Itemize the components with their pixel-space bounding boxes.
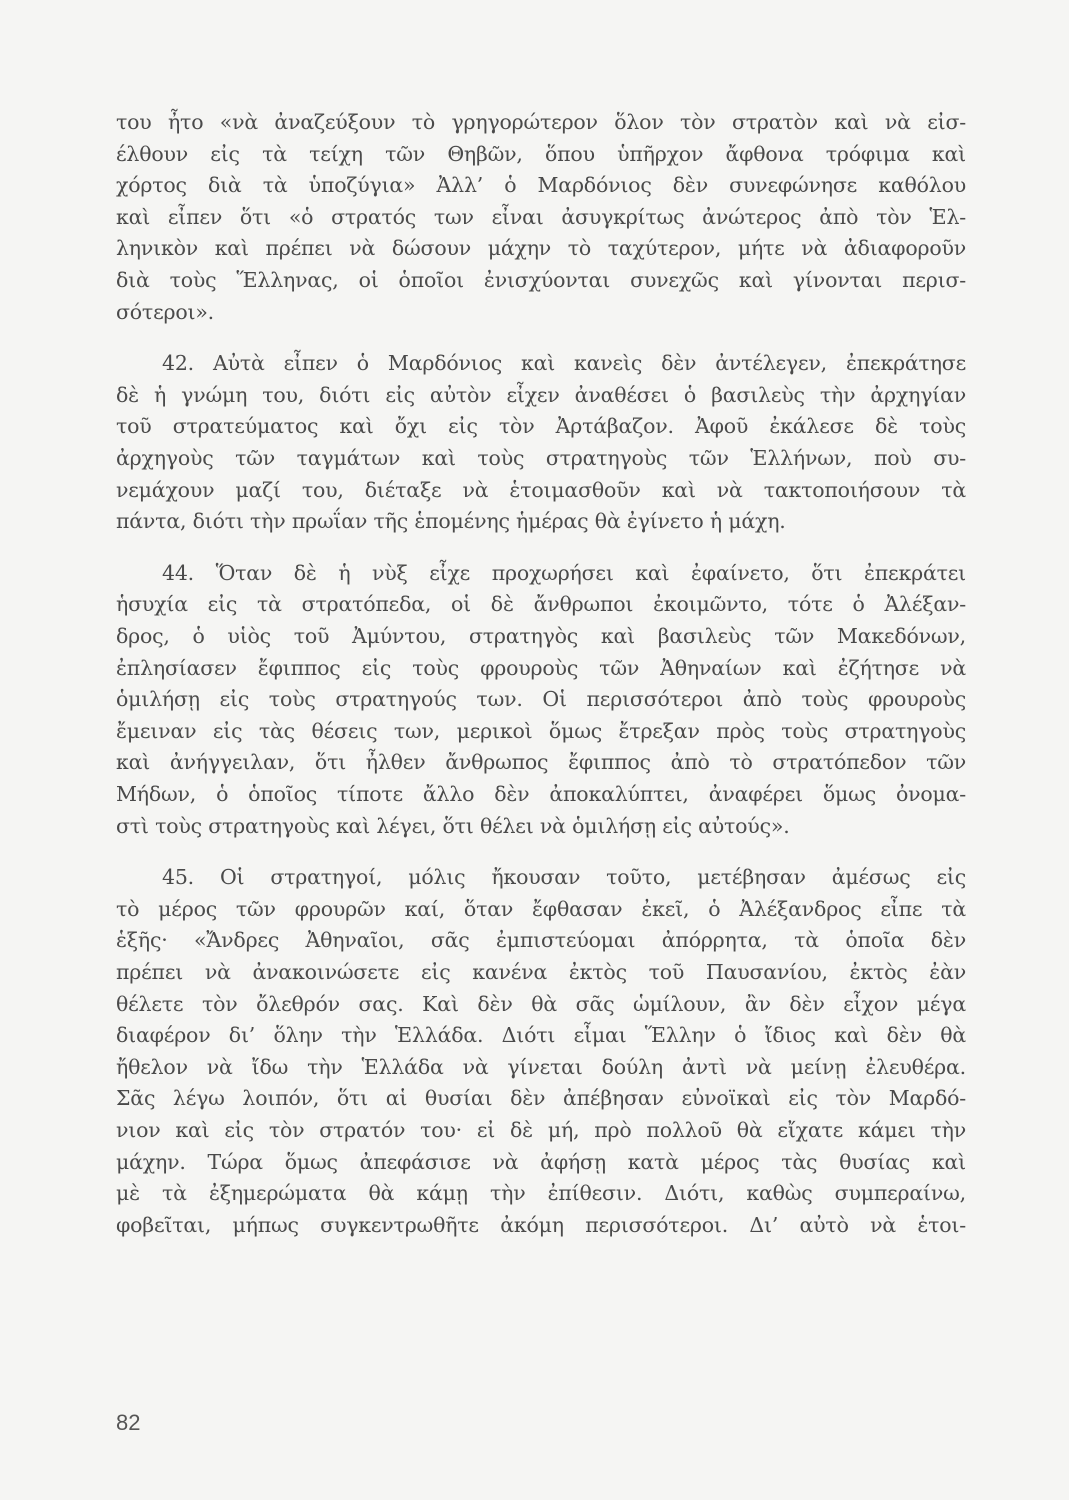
text-line: ἔμειναν εἰς τὰς θέσεις των, μερικοὶ ὅμως ἔτρεξαν πρὸς τοὺς στρατηγοὺς xyxy=(116,718,966,743)
text-line: δὲ ἡ γνώμη του, διότι εἰς αὐτὸν εἶχεν ἀναθέσει ὁ βασιλεὺς τὴν ἀρχηγίαν xyxy=(116,382,966,407)
text-line: καὶ ἀνήγγειλαν, ὅτι ἦλθεν ἄνθρωπος ἔφιππος ἀπὸ τὸ στρατόπεδον τῶν xyxy=(116,750,966,775)
text-line: ὁμιλήσῃ εἰς τοὺς στρατηγούς των. Οἱ περισσότεροι ἀπὸ τοὺς φρουροὺς xyxy=(116,687,966,712)
text-line: ἐπλησίασεν ἔφιππος εἰς τοὺς φρουροὺς τῶν Ἀθηναίων καὶ ἐζήτησε νὰ xyxy=(116,655,966,680)
text-line: νεμάχουν μαζί του, διέταξε νὰ ἑτοιμασθοῦν καὶ νὰ τακτοποιήσουν τὰ xyxy=(116,477,966,502)
text-line: του ἦτο «νὰ ἀναζεύξουν τὸ γρηγορώτερον ὅλον τὸν στρατὸν καὶ νὰ εἰσ- xyxy=(116,110,966,134)
text-line: μὲ τὰ ἐξημερώματα θὰ κάμῃ τὴν ἐπίθεσιν. Διότι, καθὼς συμπεραίνω, xyxy=(116,1181,966,1206)
text-line: ἡσυχία εἰς τὰ στρατόπεδα, οἱ δὲ ἄνθρωποι ἐκοιμῶντο, τότε ὁ Ἀλέξαν- xyxy=(116,592,966,617)
text-line: στὶ τοὺς στρατηγοὺς καὶ λέγει, ὅτι θέλει νὰ ὁμιλήσῃ εἰς αὐτούς». xyxy=(116,813,790,838)
text-line: τὸ μέρος τῶν φρουρῶν καί, ὅταν ἔφθασαν ἐκεῖ, ὁ Ἀλέξανδρος εἶπε τὰ xyxy=(116,896,966,921)
text-line: 44. Ὅταν δὲ ἡ νὺξ εἶχε προχωρήσει καὶ ἐφαίνετο, ὅτι ἐπεκράτει xyxy=(162,560,966,585)
text-line: διὰ τοὺς Ἕλληνας, οἱ ὁποῖοι ἐνισχύονται συνεχῶς καὶ γίνονται περισ- xyxy=(116,268,966,292)
text-line: θέλετε τὸν ὄλεθρόν σας. Καὶ δὲν θὰ σᾶς ὡμίλουν, ἂν δὲν εἶχον μέγα xyxy=(116,991,966,1016)
text-line: πάντα, διότι τὴν πρωΐαν τῆς ἑπομένης ἡμέρας θὰ ἐγίνετο ἡ μάχη. xyxy=(116,509,786,534)
text-line: ἀρχηγοὺς τῶν ταγμάτων καὶ τοὺς στρατηγοὺς τῶν Ἑλλήνων, ποὺ συ- xyxy=(116,446,966,470)
text-line: φοβεῖται, μήπως συγκεντρωθῆτε ἀκόμη περισσότεροι. Δι’ αὐτὸ νὰ ἑτοι- xyxy=(116,1212,966,1237)
text-line: διαφέρον δι’ ὅλην τὴν Ἑλλάδα. Διότι εἶμαι Ἕλλην ὁ ἴδιος καὶ δὲν θὰ xyxy=(116,1023,966,1048)
text-line: ληνικὸν καὶ πρέπει νὰ δώσουν μάχην τὸ ταχύτερον, μήτε νὰ ἀδιαφοροῦν xyxy=(116,236,966,261)
text-line: ἑξῆς· «Ἄνδρες Ἀθηναῖοι, σᾶς ἐμπιστεύομαι ἀπόρρητα, τὰ ὁποῖα δὲν xyxy=(116,928,966,953)
text-line: ἤθελον νὰ ἴδω τὴν Ἑλλάδα νὰ γίνεται δούλη ἀντὶ νὰ μείνῃ ἐλευθέρα. xyxy=(116,1054,966,1079)
text-line: νιον καὶ εἰς τὸν στρατόν του· εἰ δὲ μή, πρὸ πολλοῦ θὰ εἴχατε κάμει τὴν xyxy=(116,1118,966,1142)
text-line: 45. Οἱ στρατηγοί, μόλις ἤκουσαν τοῦτο, μετέβησαν ἀμέσως εἰς xyxy=(162,865,966,890)
text-line: 42. Αὐτὰ εἶπεν ὁ Μαρδόνιος καὶ κανεὶς δὲν ἀντέλεγεν, ἐπεκράτησε xyxy=(162,351,966,376)
text-line: σότεροι». xyxy=(116,299,214,324)
page-number: 82 xyxy=(116,1410,141,1435)
text-line: πρέπει νὰ ἀνακοινώσετε εἰς κανένα ἐκτὸς τοῦ Παυσανίου, ἐκτὸς ἐὰν xyxy=(116,960,966,984)
text-line: καὶ εἶπεν ὅτι «ὁ στρατός των εἶναι ἀσυγκρίτως ἀνώτερος ἀπὸ τὸν Ἑλ- xyxy=(116,204,966,229)
text-line: τοῦ στρατεύματος καὶ ὄχι εἰς τὸν Ἀρτάβαζον. Ἀφοῦ ἐκάλεσε δὲ τοὺς xyxy=(116,414,966,439)
text-line: έλθουν εἰς τὰ τείχη τῶν Θηβῶν, ὅπου ὑπῆρχον ἄφθονα τρόφιμα καὶ xyxy=(116,141,966,166)
text-line: δρος, ὁ υἱὸς τοῦ Ἀμύντου, στρατηγὸς καὶ βασιλεὺς τῶν Μακεδόνων, xyxy=(116,624,966,648)
text-line: μάχην. Τώρα ὅμως ἀπεφάσισε νὰ ἀφήσῃ κατὰ μέρος τὰς θυσίας καὶ xyxy=(116,1149,966,1174)
text-line: Μήδων, ὁ ὁποῖος τίποτε ἄλλο δὲν ἀποκαλύπτει, ἀναφέρει ὅμως ὀνομα- xyxy=(116,782,966,806)
text-line: Σᾶς λέγω λοιπόν, ὅτι αἱ θυσίαι δὲν ἀπέβησαν εὐνοϊκαὶ εἰς τὸν Μαρδό- xyxy=(116,1086,966,1111)
text-line: χόρτος διὰ τὰ ὑποζύγια» Ἀλλ’ ὁ Μαρδόνιος δὲν συνεφώνησε καθόλου xyxy=(116,173,966,198)
